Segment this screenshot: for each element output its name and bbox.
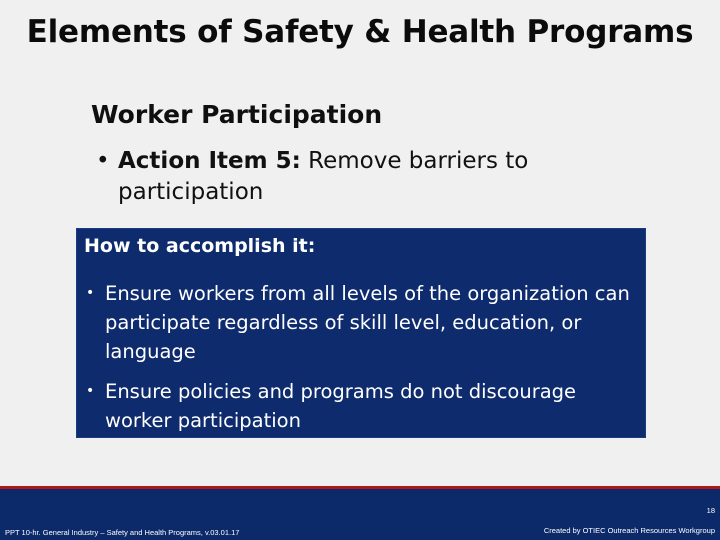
how-to-heading: How to accomplish it: <box>84 235 316 257</box>
list-item <box>84 377 639 435</box>
list-item-text: Ensure workers from all levels of the organization can participate regardless of skill level, education, or language <box>105 282 630 363</box>
action-item-label: Action Item 5: <box>118 148 301 174</box>
action-item-description: Remove barriers to participation <box>118 148 529 205</box>
list-item <box>84 279 639 366</box>
footer-bar <box>0 486 720 540</box>
bullet-icon: • <box>96 148 110 174</box>
footer-course-label: PPT 10-hr. General Industry – Safety and Health Programs, v.03.01.17 <box>5 528 240 537</box>
action-item <box>96 146 656 208</box>
section-subtitle: Worker Participation <box>91 100 383 129</box>
page-number: 18 <box>706 506 715 515</box>
how-to-accomplish-box <box>76 228 646 438</box>
bullet-icon: • <box>86 383 95 399</box>
bullet-icon: • <box>86 285 95 301</box>
slide-title: Elements of Safety & Health Programs <box>26 14 694 50</box>
footer-credit: Created by OTIEC Outreach Resources Workgroup <box>543 526 715 535</box>
list-item-text: Ensure policies and programs do not discourage worker participation <box>105 380 577 432</box>
action-item-text <box>118 146 656 208</box>
